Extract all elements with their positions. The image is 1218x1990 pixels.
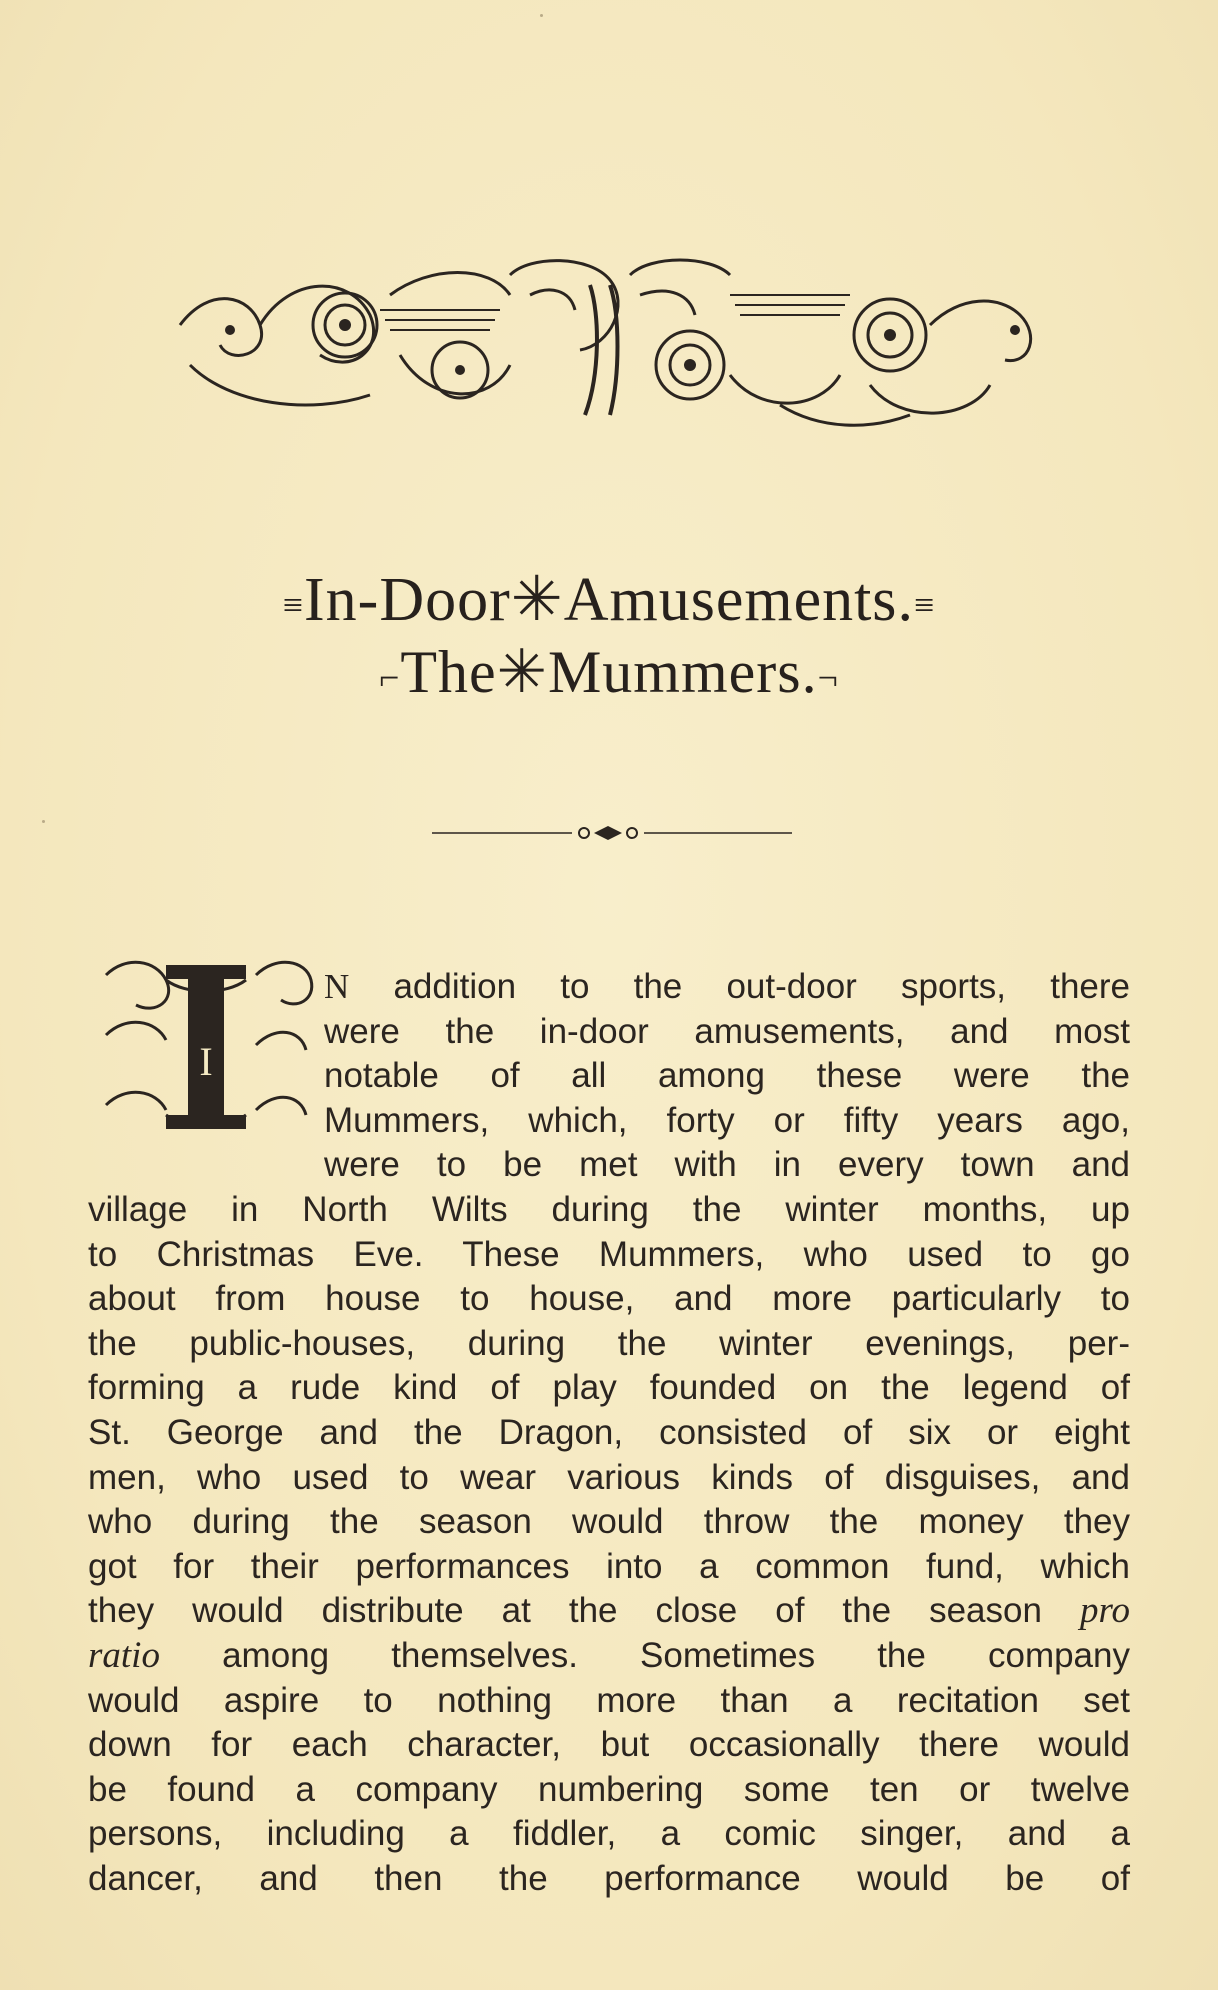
text-line-6: village in North Wilts during the winter months, up (88, 1189, 1130, 1229)
text-line-1: N addition to the out-door sports, there (324, 967, 1130, 1006)
text-line-15: they would distribute at the close of the season pro (88, 1590, 1130, 1632)
title-flourish-right: ≡ (913, 585, 936, 626)
chapter-title-block (0, 565, 1218, 707)
chapter-title: ≡In-Door✳Amusements.≡ (282, 566, 936, 634)
text-line-11: St. George and the Dragon, consisted of six or eight (88, 1412, 1130, 1452)
text-line-12: men, who used to wear various kinds of disguises, and (88, 1457, 1130, 1497)
subtitle-flourish-right: ¬ (817, 657, 839, 698)
text-line-20: persons, including a fiddler, a comic singer, and a (88, 1814, 1130, 1854)
drop-cap-letter: I (199, 1039, 213, 1084)
text-line-19: be found a company numbering some ten or twelve (88, 1769, 1130, 1809)
title-flourish-left: ≡ (282, 585, 305, 626)
text-line-14: got for their performances into a common fund, which (88, 1546, 1130, 1586)
text-line-10: forming a rude kind of play founded on the legend of (88, 1368, 1130, 1408)
text-line-18: down for each character, but occasionally there would (88, 1725, 1130, 1765)
text-line-21: dancer, and then the performance would be of (88, 1858, 1130, 1898)
paper-speck (42, 820, 45, 823)
paper-speck (540, 14, 543, 17)
chapter-subtitle: ⌐The✳Mummers.¬ (379, 639, 839, 706)
text-line-13: who during the season would throw the money they (88, 1502, 1130, 1542)
text-line-2: were the in-door amusements, and most (324, 1011, 1130, 1051)
text-line-16: ratio among themselves. Sometimes the company (88, 1634, 1130, 1676)
section-divider (432, 820, 792, 846)
text-line-9: the public-houses, during the winter evenings, per- (88, 1323, 1130, 1363)
text-line-8: about from house to house, and more particularly to (88, 1279, 1130, 1319)
text-line-3: notable of all among these were the (324, 1056, 1130, 1096)
ornamental-headpiece (170, 255, 1060, 445)
text-line-4: Mummers, which, forty or fifty years ago, (324, 1100, 1130, 1140)
body-text (88, 965, 1130, 1901)
text-line-5: were to be met with in every town and (324, 1145, 1130, 1185)
text-line-17: would aspire to nothing more than a recitation set (88, 1680, 1130, 1720)
subtitle-flourish-left: ⌐ (379, 657, 401, 698)
text-line-7: to Christmas Eve. These Mummers, who used to go (88, 1234, 1130, 1274)
